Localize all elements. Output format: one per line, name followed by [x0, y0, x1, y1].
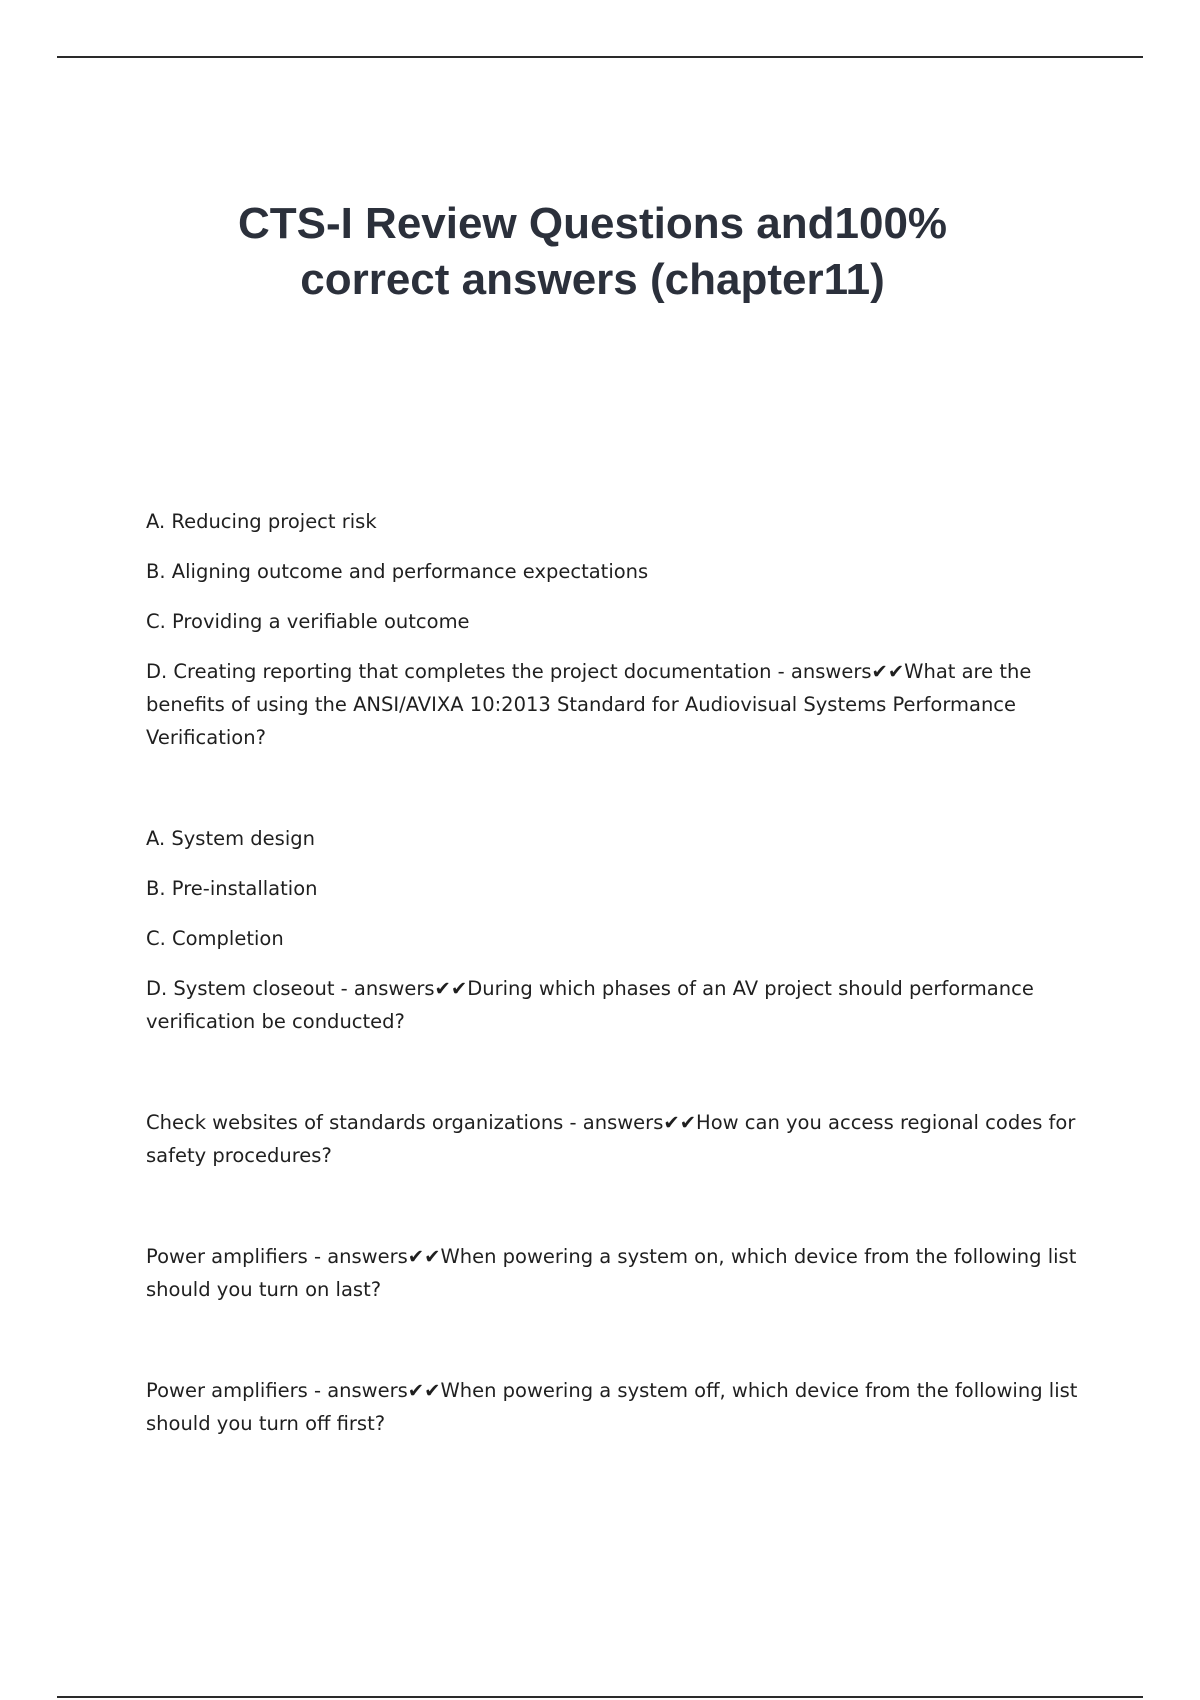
question-block-3 — [146, 1106, 1106, 1172]
title-line-2: correct answers (chapter11) — [300, 255, 885, 304]
option-d-answer-question: D. System closeout - answers✔✔During which phases of an AV project should performance verification be conducted? — [146, 977, 1034, 1033]
option-b: B. Aligning outcome and performance expectations — [146, 560, 649, 583]
title-line-1: CTS-I Review Questions and100% — [237, 199, 948, 248]
question-block-1 — [146, 505, 1106, 754]
document-title — [100, 196, 1085, 308]
option-c: C. Providing a verifiable outcome — [146, 610, 470, 633]
question-block-5 — [146, 1374, 1106, 1440]
answer-question: Power amplifiers - answers✔✔When powering a system off, which device from the following list should you turn off first? — [146, 1379, 1078, 1435]
question-block-2 — [146, 822, 1106, 1038]
bottom-rule — [57, 1696, 1143, 1698]
option-a: A. System design — [146, 827, 315, 850]
question-block-4 — [146, 1240, 1106, 1306]
option-a: A. Reducing project risk — [146, 510, 377, 533]
top-rule — [57, 56, 1143, 58]
answer-question: Power amplifiers - answers✔✔When powering a system on, which device from the following list should you turn on last? — [146, 1245, 1077, 1301]
option-c: C. Completion — [146, 927, 284, 950]
answer-question: Check websites of standards organizations - answers✔✔How can you access regional codes for safety procedures? — [146, 1111, 1076, 1167]
option-b: B. Pre-installation — [146, 877, 318, 900]
option-d-answer-question: D. Creating reporting that completes the project documentation - answers✔✔What are the benefits of using the ANSI/AVIXA 10:2013 Standard for Audiovisual Systems Performance Verification? — [146, 660, 1032, 749]
document-body — [146, 505, 1106, 1440]
